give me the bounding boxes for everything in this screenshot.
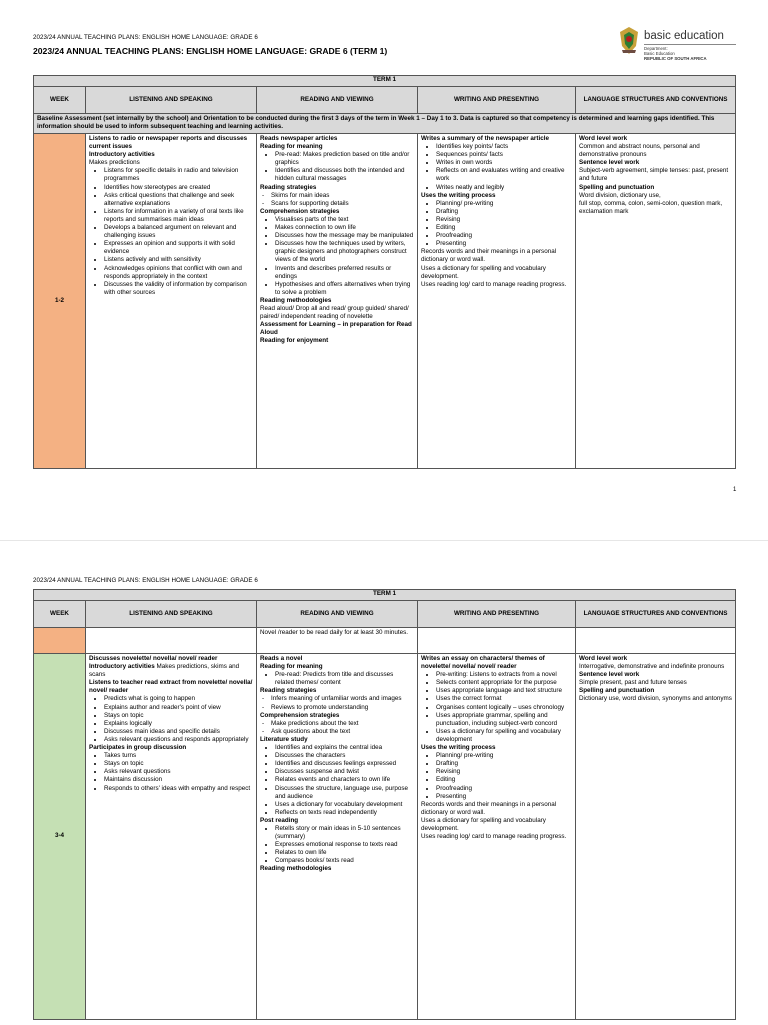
reading-cell-carryover: Novel /reader to be read daily for at least 30 minutes. — [257, 628, 418, 654]
col-header-language: LANGUAGE STRUCTURES AND CONVENTIONS — [576, 87, 736, 114]
list-item: • Listens for information in a variety of oral texts like reports and summarises main ideas — [104, 208, 253, 224]
teaching-plan-table — [33, 75, 736, 469]
language-cell — [576, 654, 736, 1020]
reading-cell — [257, 654, 418, 1020]
list-item: • Reflects on texts read independently — [275, 809, 414, 817]
col-header-listening: LISTENING AND SPEAKING — [86, 601, 257, 628]
comprehension-title: Comprehension strategies — [260, 711, 340, 719]
list-item: • Organises content logically – uses chronology — [436, 704, 572, 712]
list-item: - Ask questions about the text — [271, 728, 414, 736]
list-item: • Explains author and reader's point of view — [104, 704, 253, 712]
intro-title: Introductory activities — [89, 151, 155, 159]
word-level-title: Word level work — [579, 135, 628, 142]
list-item: • Uses appropriate language and text structure — [436, 687, 572, 695]
list-item: • Uses the correct format — [436, 695, 572, 703]
sentence-level-text: Subject-verb agreement, simple tenses: past, present and future — [579, 167, 729, 183]
list-item: • Explains logically — [104, 720, 253, 728]
col-header-week: WEEK — [34, 87, 86, 114]
writing-cell-carryover — [418, 628, 576, 654]
list-item: • Pre-read: Makes prediction based on title and/or graphics — [275, 151, 414, 167]
list-item: - Reviews to promote understanding — [271, 704, 414, 712]
literature-title: Literature study — [260, 735, 308, 743]
writing-note: Uses a dictionary for spelling and vocabulary development. — [421, 264, 546, 280]
list-item: • Expresses emotional response to texts read — [275, 841, 414, 849]
list-item: • Discusses how the techniques used by writers, graphic designers and photographers construct views of the world — [275, 240, 414, 264]
list-item: • Proofreading — [436, 785, 572, 793]
list-item: • Relates events and characters to own life — [275, 776, 414, 784]
list-item: • Revising — [436, 216, 572, 224]
writing-note: Uses reading log/ card to manage reading progress. — [421, 833, 567, 841]
list-item: • Maintains discussion — [104, 776, 253, 784]
list-item: - Infers meaning of unfamiliar words and images — [271, 695, 414, 703]
col-header-writing: WRITING AND PRESENTING — [418, 87, 576, 114]
list-item: • Discusses main ideas and specific details — [104, 728, 253, 736]
list-item: • Writes neatly and legibly — [436, 184, 572, 192]
list-item: - Make predictions about the text — [271, 720, 414, 728]
list-item: • Drafting — [436, 760, 572, 768]
list-item: • Presenting — [436, 793, 572, 801]
list-item: • Visualises parts of the text — [275, 216, 414, 224]
running-header: 2023/24 ANNUAL TEACHING PLANS: ENGLISH HOME LANGUAGE: GRADE 6 — [33, 34, 258, 41]
enjoyment-title: Reading for enjoyment — [260, 337, 329, 345]
list-item: • Writes in own words — [436, 159, 572, 167]
term-header: TERM 1 — [34, 76, 736, 87]
meaning-list — [260, 671, 414, 687]
intro-title: Introductory activities — [89, 663, 155, 671]
list-item: • Selects content appropriate for the purpose — [436, 679, 572, 687]
process-list — [421, 200, 572, 249]
comprehension-title: Comprehension strategies — [260, 207, 340, 215]
reading-cell — [257, 134, 418, 469]
writing-list — [421, 143, 572, 192]
list-item: • Compares books/ texts read — [275, 857, 414, 865]
col-header-listening: LISTENING AND SPEAKING — [86, 87, 257, 114]
list-item: • Relates to own life — [275, 849, 414, 857]
baseline-assessment: Baseline Assessment (set internally by the school) and Orientation to be conducted during the first 3 days of the term in Week 1 – Day 1 to 3. Data is captured so that competency is determined and learning gaps identified. This information should be used to inform subsequent teaching and learning activities. — [34, 114, 736, 134]
running-header: 2023/24 ANNUAL TEACHING PLANS: ENGLISH HOME LANGUAGE: GRADE 6 — [33, 577, 258, 584]
meaning-title: Reading for meaning — [260, 663, 323, 671]
list-item: • Identifies and discusses both the intended and hidden cultural messages — [275, 167, 414, 183]
list-item: • Asks relevant questions — [104, 768, 253, 776]
spelling-text: Word division, dictionary use, — [579, 191, 661, 199]
writing-cell — [418, 134, 576, 469]
page-title: 2023/24 ANNUAL TEACHING PLANS: ENGLISH HOME LANGUAGE: GRADE 6 (TERM 1) — [33, 46, 388, 56]
methodologies-text: Read aloud/ Drop all and read/ group guided/ shared/ paired/ independent reading of novelette — [260, 304, 409, 321]
col-header-writing: WRITING AND PRESENTING — [418, 601, 576, 628]
post-reading-list — [260, 825, 414, 865]
list-item: • Proofreading — [436, 232, 572, 240]
list-item: • Develops a balanced argument on relevant and challenging issues — [104, 224, 253, 240]
list-item: • Expresses an opinion and supports it with solid evidence — [104, 240, 253, 256]
list-item: • Presenting — [436, 240, 572, 248]
col-header-reading: READING AND VIEWING — [257, 601, 418, 628]
week-cell-carryover — [34, 628, 86, 654]
logo-line-2: Basic Education — [644, 51, 675, 56]
sentence-level-title: Sentence level work — [579, 159, 640, 167]
group-discussion-title: Participates in group discussion — [89, 744, 187, 752]
list-item: • Identifies how stereotypes are created — [104, 184, 253, 192]
list-item: • Listens for specific details in radio and television programmes — [104, 167, 253, 183]
meaning-list — [260, 151, 414, 183]
listening-list — [89, 695, 253, 744]
list-item: • Uses a dictionary for spelling and vocabulary development — [436, 728, 572, 744]
list-item: • Asks relevant questions and responds appropriately — [104, 736, 253, 744]
list-item: • Revising — [436, 768, 572, 776]
strategies-list — [260, 192, 414, 208]
writing-cell — [418, 654, 576, 1020]
punctuation-text: full stop, comma, colon, semi-colon, question mark, exclamation mark — [579, 199, 723, 215]
list-item: • Asks critical questions that challenge and seek alternative explanations — [104, 192, 253, 208]
page-2 — [0, 540, 768, 1025]
strategies-title: Reading strategies — [260, 687, 317, 695]
sentence-level-title: Sentence level work — [579, 671, 640, 679]
logo-line-1: Department: — [644, 46, 668, 51]
process-title: Uses the writing process — [421, 744, 496, 752]
list-item: • Predicts what is going to happen — [104, 695, 253, 703]
comprehension-list — [260, 216, 414, 297]
strategies-title: Reading strategies — [260, 183, 317, 191]
list-item: • Uses a dictionary for vocabulary development — [275, 801, 414, 809]
spelling-title: Spelling and punctuation — [579, 183, 655, 191]
week-cell: 1-2 — [34, 134, 86, 469]
list-item: • Makes connection to own life — [275, 224, 414, 232]
strategies-list — [260, 695, 414, 711]
writing-title: Writes a summary of the newspaper article — [421, 135, 549, 142]
assessment-title: Assessment for Learning – in preparation for Read Aloud — [260, 321, 412, 337]
list-item: • Uses appropriate grammar, spelling and punctuation, including subject-verb concord — [436, 712, 572, 728]
intro-text: Makes predictions — [89, 159, 140, 167]
writing-list — [421, 671, 572, 744]
list-item: • Stays on topic — [104, 760, 253, 768]
list-item: • Drafting — [436, 208, 572, 216]
list-item: • Invents and describes preferred results or endings — [275, 265, 414, 281]
methodologies-title: Reading methodologies — [260, 865, 332, 873]
list-item: • Reflects on and evaluates writing and creative work — [436, 167, 572, 183]
comprehension-list — [260, 720, 414, 736]
col-header-reading: READING AND VIEWING — [257, 87, 418, 114]
list-item: • Sequences points/ facts — [436, 151, 572, 159]
list-item: • Pre-read: Predicts from title and discusses related themes/ content — [275, 671, 414, 687]
writing-note: Records words and their meanings in a personal dictionary or word wall. — [421, 800, 557, 816]
logo-divider — [644, 44, 736, 45]
list-item: • Responds to others' ideas with empathy and respect — [104, 785, 253, 793]
intro-text: Makes predictions, skims and scans — [89, 663, 240, 679]
language-cell — [576, 134, 736, 469]
list-item: • Discusses how the message may be manipulated — [275, 232, 414, 240]
listening-title: Listens to radio or newspaper reports and discusses current issues — [89, 135, 248, 151]
week-cell: 3-4 — [34, 654, 86, 1020]
listening-cell — [86, 654, 257, 1020]
list-item: • Planning/ pre-writing — [436, 752, 572, 760]
list-item: • Editing — [436, 224, 572, 232]
teacher-read-title: Listens to teacher read extract from novelette/ novella/ novel/ reader — [89, 679, 253, 695]
list-item: • Identifies key points/ facts — [436, 143, 572, 151]
listening-list — [89, 167, 253, 297]
reading-title: Reads a novel — [260, 655, 303, 662]
group-list — [89, 752, 253, 792]
post-reading-title: Post reading — [260, 816, 299, 824]
list-item: • Hypothesises and offers alternatives when trying to solve a problem — [275, 281, 414, 297]
word-level-text: Interrogative, demonstrative and indefinite pronouns — [579, 663, 725, 671]
teaching-plan-table — [33, 589, 736, 1020]
writing-note: Uses a dictionary for spelling and vocabulary development. — [421, 816, 546, 832]
list-item: • Pre-writing: Listens to extracts from a novel — [436, 671, 572, 679]
term-header: TERM 1 — [34, 590, 736, 601]
methodologies-title: Reading methodologies — [260, 296, 332, 304]
sentence-level-text: Simple present, past and future tenses — [579, 679, 687, 687]
list-item: • Identifies and explains the central idea — [275, 744, 414, 752]
list-item: • Retells story or main ideas in 5-10 sentences (summary) — [275, 825, 414, 841]
department-logo — [618, 24, 738, 66]
writing-note: Uses reading log/ card to manage reading progress. — [421, 280, 567, 288]
col-header-week: WEEK — [34, 601, 86, 628]
list-item: • Identifies and discusses feelings expressed — [275, 760, 414, 768]
coat-of-arms-icon — [618, 26, 640, 56]
reading-title: Reads newspaper articles — [260, 135, 338, 142]
list-item: • Takes turns — [104, 752, 253, 760]
logo-name: basic education — [644, 30, 724, 42]
logo-line-3: REPUBLIC OF SOUTH AFRICA — [644, 56, 707, 61]
writing-note: Records words and their meanings in a personal dictionary or word wall. — [421, 248, 557, 264]
list-item: • Listens actively and with sensitivity — [104, 256, 253, 264]
word-level-text: Common and abstract nouns, personal and demonstrative pronouns — [579, 143, 700, 159]
process-title: Uses the writing process — [421, 191, 496, 199]
list-item: • Planning/ pre-writing — [436, 200, 572, 208]
listening-cell-carryover — [86, 628, 257, 654]
listening-cell — [86, 134, 257, 469]
page-number: 1 — [733, 487, 737, 493]
list-item: • Stays on topic — [104, 712, 253, 720]
listening-title: Discusses novelette/ novella/ novel/ reader — [89, 655, 218, 662]
list-item: - Skims for main ideas — [271, 192, 414, 200]
list-item: - Scans for supporting details — [271, 200, 414, 208]
spelling-text: Dictionary use, word division, synonyms and antonyms — [579, 695, 732, 703]
list-item: • Discusses the validity of information by comparison with other sources — [104, 281, 253, 297]
spelling-title: Spelling and punctuation — [579, 687, 655, 695]
meaning-title: Reading for meaning — [260, 143, 323, 151]
list-item: • Acknowledges opinions that conflict with own and responds appropriately in the context — [104, 265, 253, 281]
literature-list — [260, 744, 414, 817]
list-item: • Discusses the structure, language use, purpose and audience — [275, 785, 414, 801]
col-header-language: LANGUAGE STRUCTURES AND CONVENTIONS — [576, 601, 736, 628]
list-item: • Discusses suspense and twist — [275, 768, 414, 776]
word-level-title: Word level work — [579, 655, 628, 662]
process-list — [421, 752, 572, 801]
writing-title: Writes an essay on characters/ themes of novelette/ novella/ novel/ reader — [421, 655, 545, 671]
list-item: • Discusses the characters — [275, 752, 414, 760]
language-cell-carryover — [576, 628, 736, 654]
list-item: • Editing — [436, 776, 572, 784]
